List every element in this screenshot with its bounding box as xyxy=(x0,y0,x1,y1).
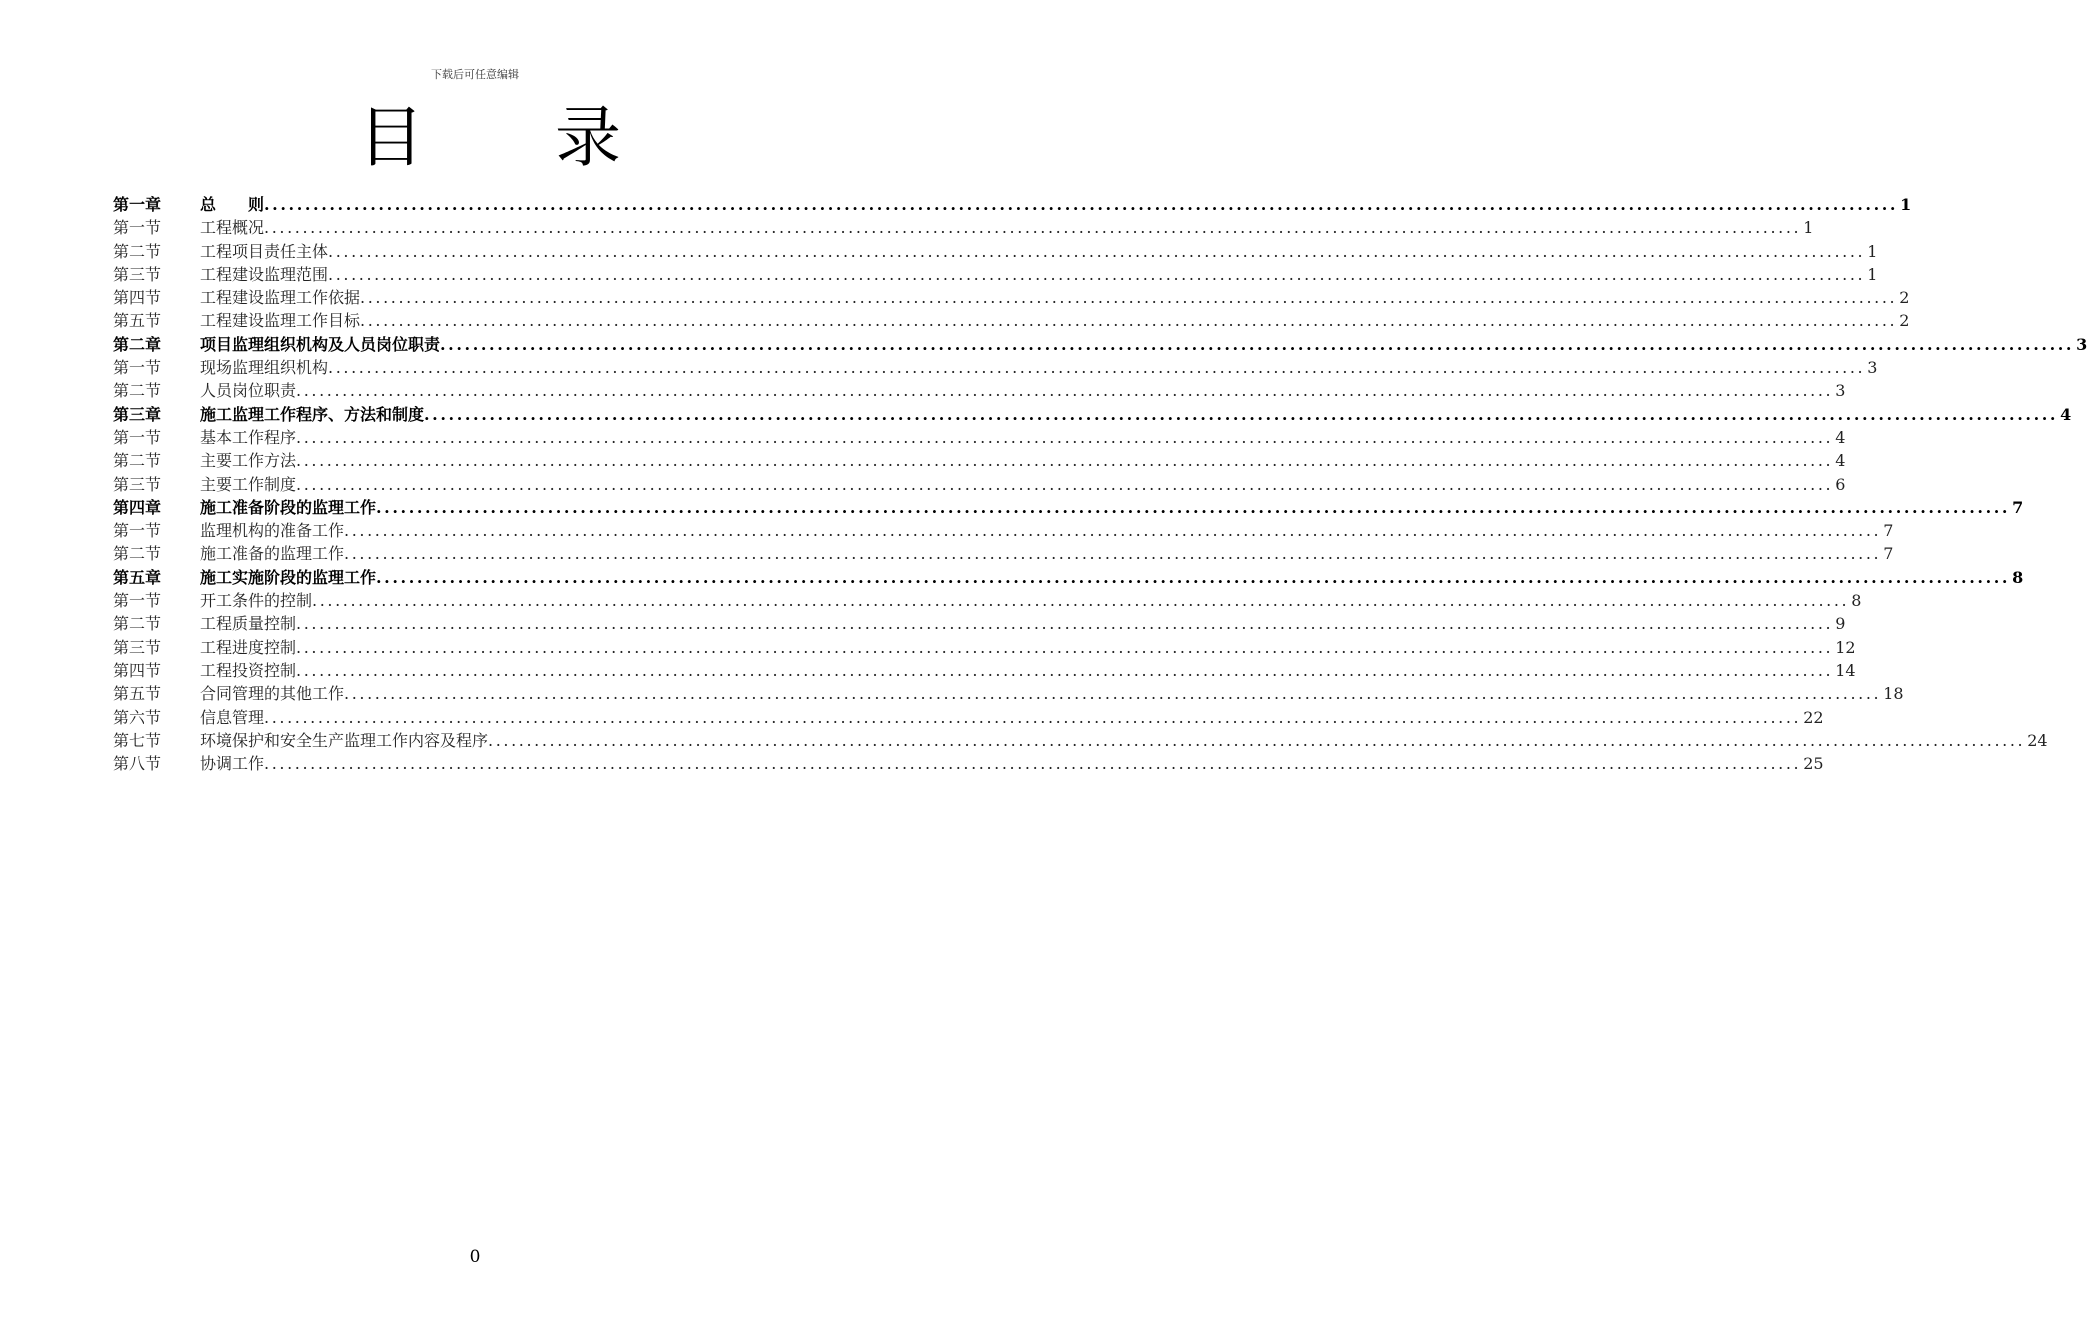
toc-entry-number: 第五章 xyxy=(113,567,162,587)
toc-dot-leader: ........................................................................................................................................................................................................ xyxy=(296,381,1834,401)
toc-section-entry[interactable] xyxy=(113,612,1846,635)
toc-section-entry[interactable] xyxy=(113,286,1910,309)
toc-entry-title: 人员岗位职责 xyxy=(200,381,297,401)
page-number: 0 xyxy=(469,1247,481,1267)
toc-entry-page: 14 xyxy=(1835,660,1856,680)
toc-entry-title: 施工准备的监理工作 xyxy=(200,544,345,564)
toc-entry-number: 第二节 xyxy=(113,241,162,261)
toc-entry-title: 开工条件的控制 xyxy=(200,591,313,611)
toc-entry-page: 1 xyxy=(1900,195,1912,214)
toc-entry-page: 1 xyxy=(1803,218,1814,238)
toc-section-entry[interactable] xyxy=(113,519,1894,542)
toc-dot-leader: ........................................................................................................................................................................................................ xyxy=(264,218,1802,238)
toc-entry-title: 总 则 xyxy=(200,195,265,214)
toc-entry-number: 第一节 xyxy=(113,358,162,378)
toc-dot-leader: ........................................................................................................................................................................................................ xyxy=(360,288,1898,308)
toc-entry-title: 施工实施阶段的监理工作 xyxy=(200,567,377,587)
toc-entry-number: 第六节 xyxy=(113,707,162,727)
toc-chapter-entry[interactable] xyxy=(113,333,2088,356)
toc-entry-number: 第三节 xyxy=(113,264,162,284)
toc-entry-page: 9 xyxy=(1835,614,1846,634)
toc-entry-page: 12 xyxy=(1835,637,1856,657)
toc-dot-leader: ........................................................................................................................................................................................................ xyxy=(264,195,1899,214)
toc-dot-leader: ........................................................................................................................................................................................................ xyxy=(360,311,1898,331)
toc-entry-number: 第二节 xyxy=(113,544,162,564)
toc-entry-title: 工程质量控制 xyxy=(200,614,297,634)
toc-entry-title: 施工监理工作程序、方法和制度 xyxy=(200,404,425,424)
toc-entry-title: 协调工作 xyxy=(200,754,265,774)
toc-title xyxy=(0,98,950,178)
toc-section-entry[interactable] xyxy=(113,356,1878,379)
toc-dot-leader: ........................................................................................................................................................................................................ xyxy=(296,451,1834,471)
toc-entry-page: 6 xyxy=(1835,474,1846,494)
toc-chapter-entry[interactable] xyxy=(113,193,1912,216)
toc-entry-number: 第七节 xyxy=(113,730,162,750)
toc-entry-number: 第四节 xyxy=(113,288,162,308)
toc-entry-page: 4 xyxy=(2060,404,2072,424)
toc-entry-page: 7 xyxy=(2012,497,2024,517)
toc-section-entry[interactable] xyxy=(113,449,1846,472)
toc-entry-number: 第二节 xyxy=(113,451,162,471)
toc-entry-page: 1 xyxy=(1867,241,1878,261)
toc-section-entry[interactable] xyxy=(113,216,1814,239)
toc-entry-title: 环境保护和安全生产监理工作内容及程序 xyxy=(200,730,489,750)
toc-section-entry[interactable] xyxy=(113,589,1862,612)
toc-dot-leader: ........................................................................................................................................................................................................ xyxy=(264,754,1802,774)
toc-section-entry[interactable] xyxy=(113,542,1894,565)
toc-title-char-1: 目 xyxy=(358,99,424,176)
toc-entry-page: 24 xyxy=(2027,730,2048,750)
toc-entry-page: 1 xyxy=(1867,264,1878,284)
toc-entry-page: 2 xyxy=(1899,288,1910,308)
toc-entry-number: 第八节 xyxy=(113,754,162,774)
toc-dot-leader: ........................................................................................................................................................................................................ xyxy=(296,637,1834,657)
toc-chapter-entry[interactable] xyxy=(113,566,2024,589)
toc-entry-page: 25 xyxy=(1803,754,1824,774)
toc-entry-title: 工程进度控制 xyxy=(200,637,297,657)
toc-dot-leader: ........................................................................................................................................................................................................ xyxy=(424,404,2059,424)
toc-entry-number: 第一节 xyxy=(113,218,162,238)
toc-section-entry[interactable] xyxy=(113,426,1846,449)
toc-chapter-entry[interactable] xyxy=(113,403,2072,426)
toc-section-entry[interactable] xyxy=(113,729,2048,752)
toc-dot-leader: ........................................................................................................................................................................................................ xyxy=(488,730,2026,750)
toc-entry-page: 22 xyxy=(1803,707,1824,727)
toc-entry-number: 第一章 xyxy=(113,195,162,214)
toc-entry-title: 基本工作程序 xyxy=(200,427,297,447)
table-of-contents xyxy=(113,193,2088,775)
toc-entry-number: 第二节 xyxy=(113,381,162,401)
toc-entry-number: 第四节 xyxy=(113,660,162,680)
toc-entry-page: 18 xyxy=(1883,684,1904,704)
toc-dot-leader: ........................................................................................................................................................................................................ xyxy=(264,707,1802,727)
toc-entry-title: 监理机构的准备工作 xyxy=(200,521,345,541)
toc-chapter-entry[interactable] xyxy=(113,496,2024,519)
toc-entry-number: 第二节 xyxy=(113,614,162,634)
toc-entry-page: 4 xyxy=(1835,427,1846,447)
toc-entry-number: 第三节 xyxy=(113,637,162,657)
toc-entry-page: 4 xyxy=(1835,451,1846,471)
toc-section-entry[interactable] xyxy=(113,706,1824,729)
toc-section-entry[interactable] xyxy=(113,240,1878,263)
toc-section-entry[interactable] xyxy=(113,473,1846,496)
toc-section-entry[interactable] xyxy=(113,636,1856,659)
toc-entry-title: 主要工作方法 xyxy=(200,451,297,471)
toc-entry-number: 第三章 xyxy=(113,404,162,424)
toc-entry-title: 工程建设监理工作依据 xyxy=(200,288,361,308)
toc-entry-page: 3 xyxy=(2076,334,2088,354)
toc-dot-leader: ........................................................................................................................................................................................................ xyxy=(328,264,1866,284)
toc-entry-number: 第一节 xyxy=(113,591,162,611)
toc-title-char-2: 录 xyxy=(555,99,621,176)
toc-dot-leader: ........................................................................................................................................................................................................ xyxy=(376,567,2011,587)
toc-entry-title: 信息管理 xyxy=(200,707,265,727)
toc-section-entry[interactable] xyxy=(113,379,1846,402)
toc-section-entry[interactable] xyxy=(113,263,1878,286)
toc-entry-title: 工程项目责任主体 xyxy=(200,241,329,261)
toc-entry-number: 第三节 xyxy=(113,474,162,494)
toc-entry-page: 8 xyxy=(1851,591,1862,611)
toc-entry-page: 3 xyxy=(1867,358,1878,378)
toc-entry-number: 第五节 xyxy=(113,684,162,704)
toc-entry-number: 第一节 xyxy=(113,427,162,447)
toc-section-entry[interactable] xyxy=(113,309,1910,332)
toc-entry-title: 工程概况 xyxy=(200,218,265,238)
toc-entry-page: 7 xyxy=(1883,521,1894,541)
toc-entry-title: 主要工作制度 xyxy=(200,474,297,494)
toc-dot-leader: ........................................................................................................................................................................................................ xyxy=(328,358,1866,378)
toc-dot-leader: ........................................................................................................................................................................................................ xyxy=(312,591,1850,611)
toc-entry-title: 施工准备阶段的监理工作 xyxy=(200,497,377,517)
toc-dot-leader: ........................................................................................................................................................................................................ xyxy=(296,427,1834,447)
toc-dot-leader: ........................................................................................................................................................................................................ xyxy=(440,334,2075,354)
toc-entry-page: 2 xyxy=(1899,311,1910,331)
toc-dot-leader: ........................................................................................................................................................................................................ xyxy=(296,474,1834,494)
toc-dot-leader: ........................................................................................................................................................................................................ xyxy=(344,544,1882,564)
toc-entry-number: 第四章 xyxy=(113,497,162,517)
toc-entry-page: 7 xyxy=(1883,544,1894,564)
toc-entry-title: 合同管理的其他工作 xyxy=(200,684,345,704)
toc-entry-number: 第五节 xyxy=(113,311,162,331)
toc-dot-leader: ........................................................................................................................................................................................................ xyxy=(328,241,1866,261)
toc-entry-number: 第二章 xyxy=(113,334,162,354)
toc-entry-title: 项目监理组织机构及人员岗位职责 xyxy=(200,334,441,354)
toc-entry-title: 工程建设监理范围 xyxy=(200,264,329,284)
toc-section-entry[interactable] xyxy=(113,682,1904,705)
toc-dot-leader: ........................................................................................................................................................................................................ xyxy=(376,497,2011,517)
header-note: 下载后可任意编辑 xyxy=(431,68,519,81)
toc-entry-page: 8 xyxy=(2012,567,2024,587)
toc-entry-page: 3 xyxy=(1835,381,1846,401)
toc-dot-leader: ........................................................................................................................................................................................................ xyxy=(344,521,1882,541)
toc-entry-title: 现场监理组织机构 xyxy=(200,358,329,378)
toc-entry-title: 工程投资控制 xyxy=(200,660,297,680)
toc-section-entry[interactable] xyxy=(113,752,1824,775)
toc-dot-leader: ........................................................................................................................................................................................................ xyxy=(344,684,1882,704)
toc-dot-leader: ........................................................................................................................................................................................................ xyxy=(296,614,1834,634)
toc-entry-title: 工程建设监理工作目标 xyxy=(200,311,361,331)
toc-section-entry[interactable] xyxy=(113,659,1856,682)
toc-dot-leader: ........................................................................................................................................................................................................ xyxy=(296,660,1834,680)
toc-entry-number: 第一节 xyxy=(113,521,162,541)
